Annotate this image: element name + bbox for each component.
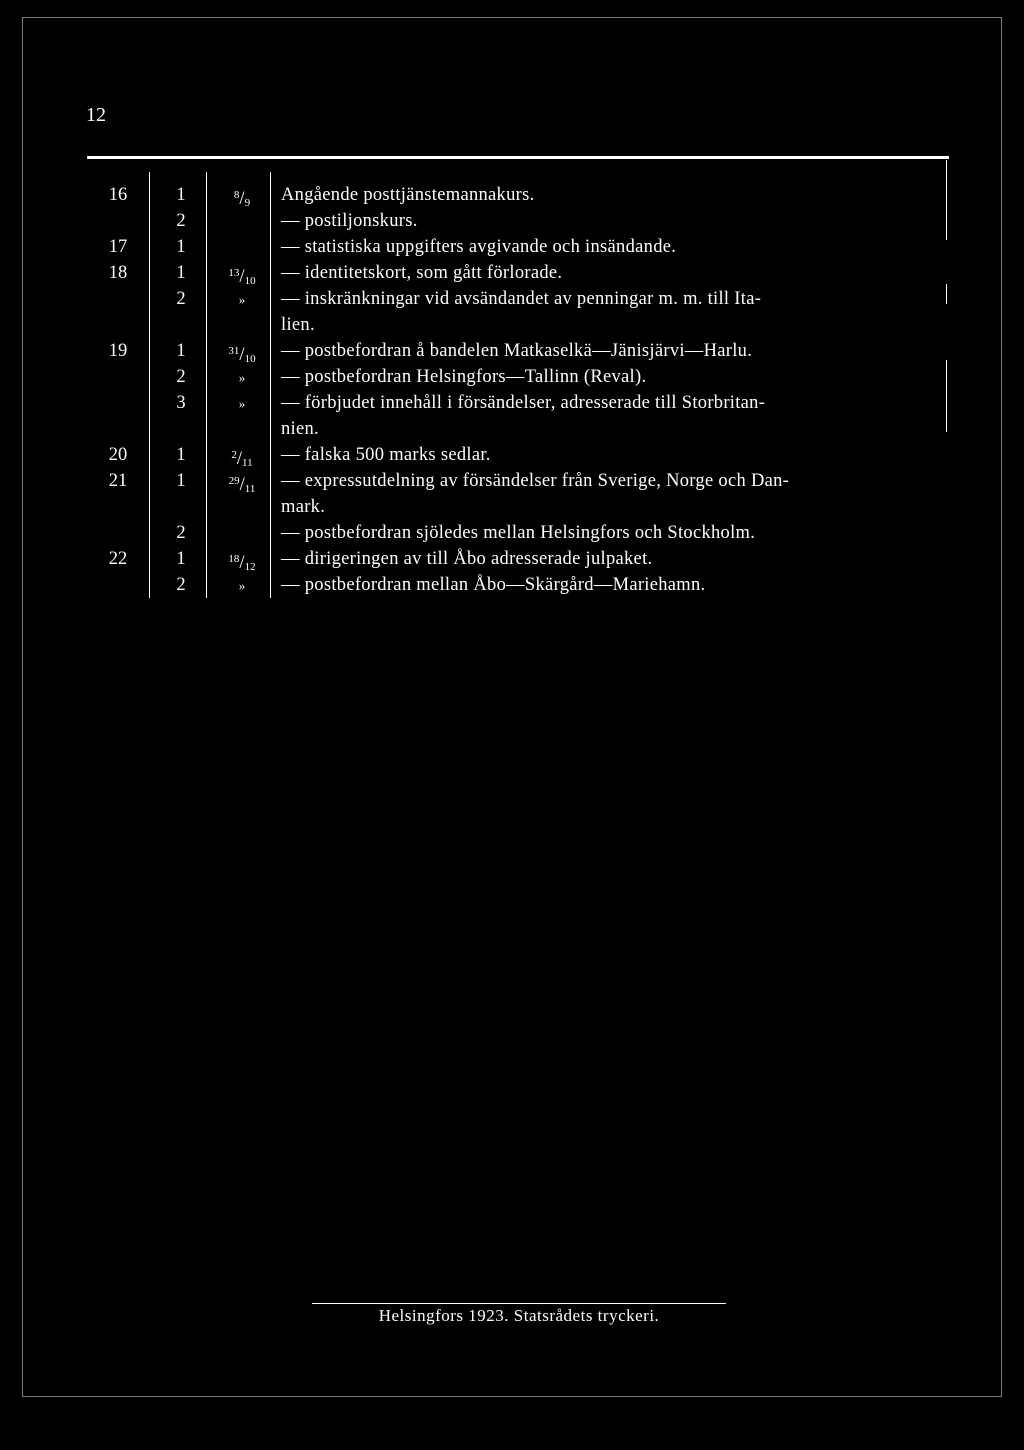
circular-subject: — postbefordran å bandelen Matkaselkä—Jänisjärvi—Harlu. (281, 341, 753, 361)
item-number: 1 (176, 263, 186, 283)
item-number: 1 (176, 185, 186, 205)
section-number: 22 (108, 549, 128, 569)
circular-subject: nien. (281, 419, 319, 439)
table-row (87, 417, 949, 442)
date-month: 11 (242, 457, 253, 469)
table-row (87, 313, 949, 338)
section-number: 21 (108, 471, 128, 491)
ditto-mark: » (238, 578, 246, 593)
table-row (87, 287, 949, 312)
table-row (87, 547, 949, 572)
date-cell (213, 365, 271, 390)
item-number: 1 (176, 237, 186, 257)
date-month: 9 (244, 197, 251, 209)
fraction-slash: / (239, 267, 245, 287)
date-day: 2 (231, 449, 237, 461)
item-number: 1 (176, 445, 186, 465)
table-row (87, 573, 949, 598)
date-month: 12 (244, 561, 256, 573)
imprint-footer: Helsingfors 1923. Statsrådets tryckeri. (312, 1303, 726, 1326)
section-number: 20 (108, 445, 128, 465)
circular-subject: — dirigeringen av till Åbo adresserade julpaket. (281, 549, 653, 569)
section-number: 16 (108, 185, 128, 205)
section-number: 17 (108, 237, 128, 257)
date-month: 11 (244, 483, 256, 495)
date-month: 10 (244, 353, 256, 365)
circular-subject: — postbefordran Helsingfors—Tallinn (Reval). (281, 367, 647, 387)
item-number: 3 (176, 393, 186, 413)
section-number: 19 (108, 341, 128, 361)
fraction-slash: / (239, 475, 245, 495)
table-row (87, 261, 949, 286)
item-number: 2 (176, 211, 186, 231)
circular-subject: — postbefordran sjöledes mellan Helsingfors och Stockholm. (281, 523, 756, 543)
page-number: 12 (86, 104, 106, 126)
date-day: 8 (233, 189, 240, 201)
item-number: 1 (176, 341, 186, 361)
date-cell (213, 391, 271, 416)
table-row (87, 443, 949, 468)
item-number: 2 (176, 289, 186, 309)
date-day: 31 (228, 345, 240, 357)
table-row (87, 183, 949, 208)
item-number: 2 (176, 575, 186, 595)
item-number: 1 (176, 471, 186, 491)
date-day: 29 (228, 475, 240, 487)
circular-subject: — falska 500 marks sedlar. (281, 445, 491, 465)
fraction-slash: / (239, 553, 245, 573)
table-row (87, 365, 949, 390)
circular-subject: — statistiska uppgifters avgivande och insändande. (281, 237, 677, 257)
table-row (87, 235, 949, 260)
circular-subject: — identitetskort, som gått förlorade. (281, 263, 563, 283)
item-number: 2 (176, 367, 186, 387)
date-day: 13 (228, 267, 240, 279)
fraction-slash: / (239, 345, 245, 365)
circular-subject: — inskränkningar vid avsändandet av penningar m. m. till Ita- (281, 289, 762, 309)
table-row (87, 209, 949, 234)
item-number: 2 (176, 523, 186, 543)
ditto-mark: » (238, 370, 246, 385)
date-cell (213, 573, 271, 598)
circular-subject: — förbjudet innehåll i försändelser, adresserade till Storbritan- (281, 393, 766, 413)
fraction-slash: / (239, 189, 245, 209)
top-rule (87, 156, 949, 159)
date-day: 18 (228, 553, 240, 565)
table-row (87, 339, 949, 364)
circular-subject: Angående posttjänstemannakurs. (281, 185, 535, 205)
circular-subject: — expressutdelning av försändelser från Sverige, Norge och Dan- (281, 471, 790, 491)
circular-subject: lien. (281, 315, 315, 335)
table-row (87, 469, 949, 494)
table-row (87, 495, 949, 520)
table-row (87, 391, 949, 416)
date-month: 10 (244, 275, 256, 287)
section-number: 18 (108, 263, 128, 283)
table-row (87, 521, 949, 546)
circular-subject: mark. (281, 497, 326, 517)
circular-subject: — postbefordran mellan Åbo—Skärgård—Mariehamn. (281, 575, 706, 595)
ditto-mark: » (238, 292, 246, 307)
item-number: 1 (176, 549, 186, 569)
circular-subject: — postiljonskurs. (281, 211, 418, 231)
date-cell (213, 287, 271, 312)
fraction-slash: / (236, 449, 243, 469)
ditto-mark: » (238, 396, 246, 411)
